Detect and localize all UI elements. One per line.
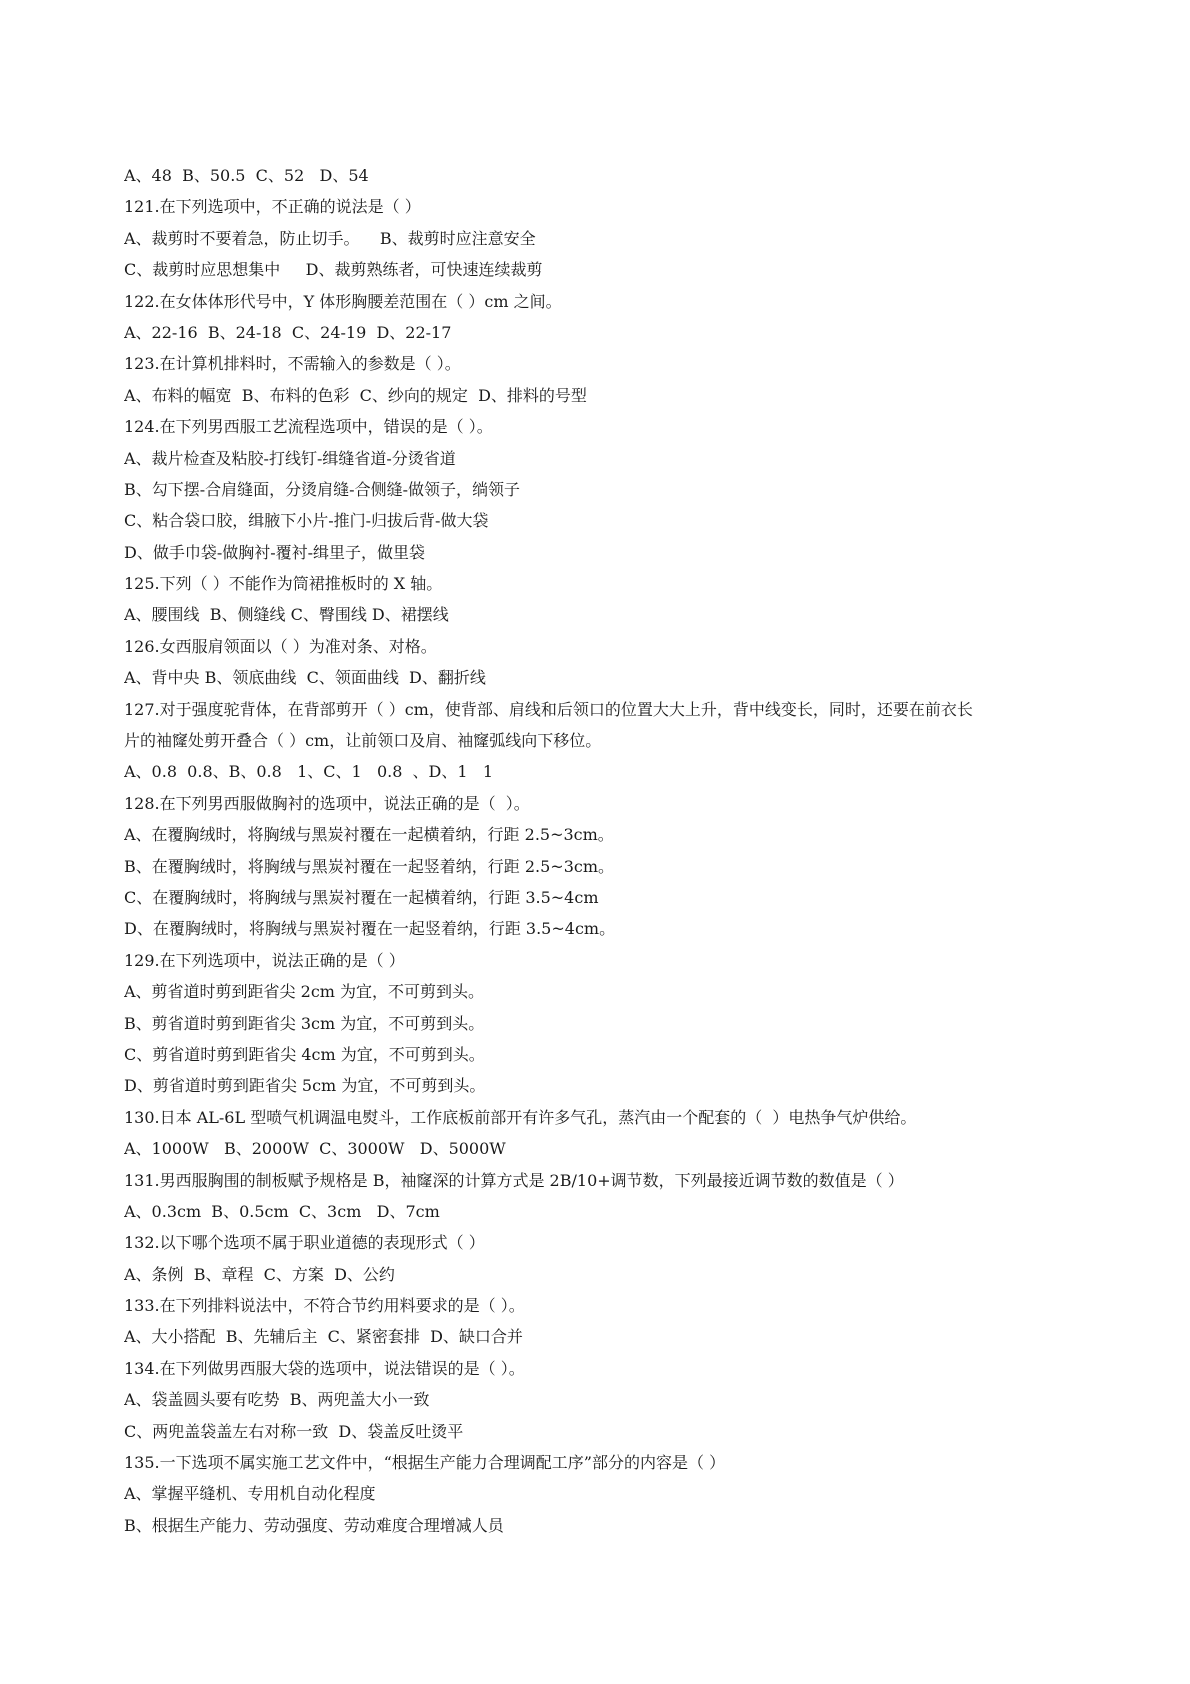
answer-options-133: A、大小搭配 B、先辅后主 C、紧密套排 D、缺口合并 [124,1327,523,1347]
question-129: 129.在下列选项中，说法正确的是（ ） [124,950,405,970]
answer-option-129-a: A、剪省道时剪到距省尖 2cm 为宜，不可剪到头。 [124,982,485,1002]
answer-options-134-ab: A、袋盖圆头要有吃势 B、两兜盖大小一致 [124,1390,430,1410]
answer-option-135-b: B、根据生产能力、劳动强度、劳动难度合理增减人员 [124,1515,504,1535]
answer-options-130: A、1000W B、2000W C、3000W D、5000W [124,1139,506,1159]
answer-option-128-a: A、在覆胸绒时，将胸绒与黑炭衬覆在一起横着纳，行距 2.5~3cm。 [124,825,614,845]
answer-option-124-d: D、做手巾袋-做胸衬-覆衬-缉里子，做里袋 [124,542,426,562]
question-131: 131.男西服胸围的制板赋予规格是 B，袖窿深的计算方式是 2B/10+调节数，下列最接近调节数的数值是（ ） [124,1170,904,1190]
answer-options-120: A、48 B、50.5 C、52 D、54 [124,166,369,185]
question-135: 135.一下选项不属实施工艺文件中，“根据生产能力合理调配工序”部分的内容是（ ） [124,1453,726,1473]
question-128: 128.在下列男西服做胸衬的选项中，说法正确的是（ ）。 [124,793,530,813]
answer-options-127: A、0.8 0.8、B、0.8 1、C、1 0.8 、D、1 1 [124,762,494,782]
question-125: 125.下列（ ）不能作为筒裙推板时的 X 轴。 [124,574,443,594]
question-123: 123.在计算机排料时，不需输入的参数是（ ）。 [124,354,461,374]
question-132: 132.以下哪个选项不属于职业道德的表现形式（ ） [124,1233,485,1253]
answer-options-126: A、背中央 B、领底曲线 C、领面曲线 D、翻折线 [124,668,486,688]
question-126: 126.女西服肩领面以（ ）为准对条、对格。 [124,636,437,656]
answer-option-128-c: C、在覆胸绒时，将胸绒与黑炭衬覆在一起横着纳，行距 3.5~4cm [124,887,599,907]
answer-option-135-a: A、掌握平缝机、专用机自动化程度 [124,1484,376,1504]
answer-options-134-cd: C、两兜盖袋盖左右对称一致 D、袋盖反吐烫平 [124,1421,464,1441]
answer-option-128-d: D、在覆胸绒时，将胸绒与黑炭衬覆在一起竖着纳，行距 3.5~4cm。 [124,919,616,939]
question-133: 133.在下列排料说法中，不符合节约用料要求的是（ ）。 [124,1296,525,1316]
answer-options-122: A、22-16 B、24-18 C、24-19 D、22-17 [124,322,452,342]
answer-options-121-ab: A、裁剪时不要着急，防止切手。 B、裁剪时应注意安全 [124,228,536,248]
question-text-block [124,160,1084,1541]
question-122: 122.在女体体形代号中，Y 体形胸腰差范围在（ ）cm 之间。 [124,291,562,311]
answer-option-124-a: A、裁片检查及粘胶-打线钉-缉缝省道-分烫省道 [124,448,456,468]
question-127-line-1: 127.对于强度驼背体，在背部剪开（ ）cm，使背部、肩线和后领口的位置大大上升，背中线变长，同时，还要在前衣长 [124,699,973,719]
question-134: 134.在下列做男西服大袋的选项中，说法错误的是（ ）。 [124,1358,525,1378]
answer-options-132: A、条例 B、章程 C、方案 D、公约 [124,1264,395,1284]
question-121: 121.在下列选项中，不正确的说法是（ ） [124,197,421,217]
answer-option-124-b: B、勾下摆-合肩缝面，分烫肩缝-合侧缝-做领子，绱领子 [124,479,520,499]
answer-options-123: A、布料的幅宽 B、布料的色彩 C、纱向的规定 D、排料的号型 [124,385,587,405]
answer-option-129-d: D、剪省道时剪到距省尖 5cm 为宜，不可剪到头。 [124,1076,486,1096]
question-124: 124.在下列男西服工艺流程选项中，错误的是（ ）。 [124,417,493,437]
answer-options-121-cd: C、裁剪时应思想集中 D、裁剪熟练者，可快速连续裁剪 [124,260,543,280]
question-127-line-2: 片的袖窿处剪开叠合（ ）cm，让前领口及肩、袖窿弧线向下移位。 [124,731,602,751]
answer-option-128-b: B、在覆胸绒时，将胸绒与黑炭衬覆在一起竖着纳，行距 2.5~3cm。 [124,856,615,876]
answer-option-124-c: C、粘合袋口胶，缉腋下小片-推门-归拔后背-做大袋 [124,511,489,531]
answer-option-129-b: B、剪省道时剪到距省尖 3cm 为宜，不可剪到头。 [124,1013,485,1033]
answer-options-131: A、0.3cm B、0.5cm C、3cm D、7cm [124,1201,440,1221]
answer-options-125: A、腰围线 B、侧缝线 C、臀围线 D、裙摆线 [124,605,449,625]
answer-option-129-c: C、剪省道时剪到距省尖 4cm 为宜，不可剪到头。 [124,1044,485,1064]
question-130: 130.日本 AL-6L 型喷气机调温电熨斗，工作底板前部开有许多气孔，蒸汽由一个配套的（ ）电热争气炉供给。 [124,1107,917,1127]
